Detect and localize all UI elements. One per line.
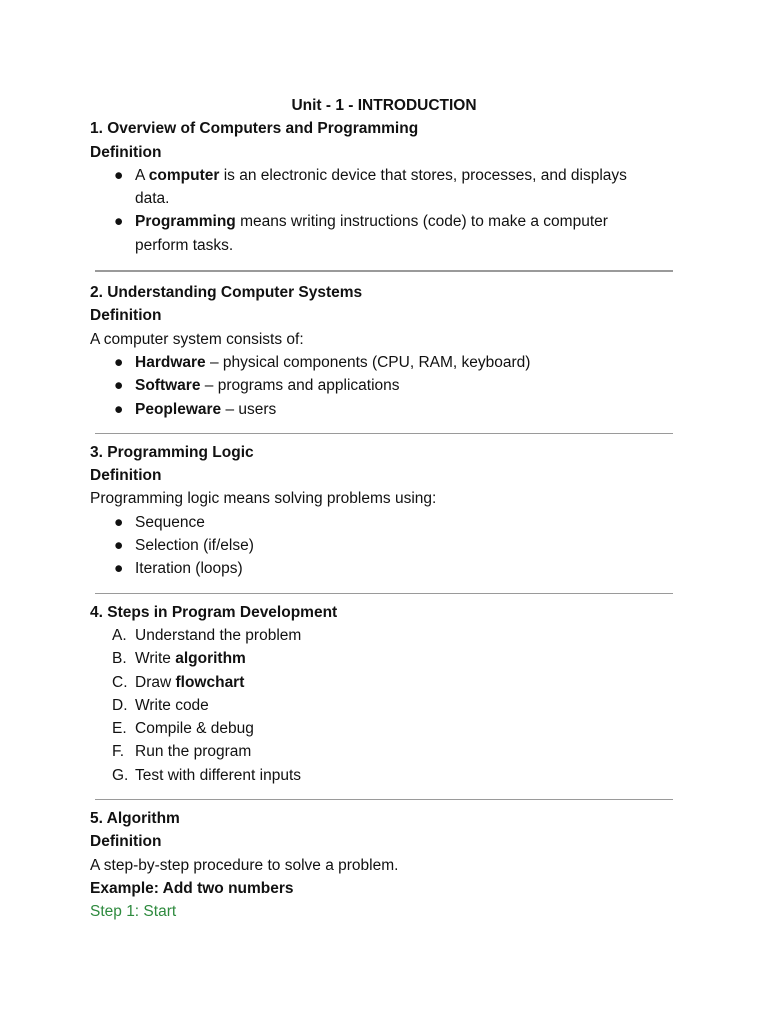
section-5-example-label: Example: Add two numbers	[90, 879, 294, 897]
section-5-definition-label: Definition	[90, 833, 162, 851]
step-item: D. Write code	[112, 696, 209, 714]
list-item-continuation: data.	[135, 190, 170, 208]
list-item: ● A computer is an electronic device that stores, processes, and displays	[90, 164, 680, 187]
section-divider	[95, 593, 673, 594]
list-item: ● Selection (if/else)	[90, 534, 680, 557]
step-item: F. Run the program	[112, 743, 252, 761]
step-item: C. Draw flowchart	[112, 673, 245, 691]
section-divider	[95, 433, 673, 434]
section-1-definition-label: Definition	[90, 143, 162, 161]
bullet-icon: ●	[114, 353, 124, 371]
section-3-definition-label: Definition	[90, 467, 162, 485]
bullet-icon: ●	[114, 377, 124, 395]
step-item: A. Understand the problem	[112, 626, 302, 644]
section-divider	[95, 270, 673, 272]
section-5-heading: 5. Algorithm	[90, 810, 180, 828]
list-item: ● Programming means writing instructions (code) to make a computer	[90, 210, 680, 233]
list-item: ● Software – programs and applications	[90, 374, 680, 397]
bullet-icon: ●	[114, 537, 124, 555]
step-item: B. Write algorithm	[112, 650, 246, 668]
document-page	[90, 94, 680, 924]
section-2-definition-label: Definition	[90, 307, 162, 325]
step-item: G. Test with different inputs	[112, 766, 301, 784]
bullet-icon: ●	[114, 213, 124, 231]
section-5-definition-text: A step-by-step procedure to solve a problem.	[90, 856, 399, 874]
section-2-heading: 2. Understanding Computer Systems	[90, 284, 363, 302]
list-item: ● Hardware – physical components (CPU, RAM, keyboard)	[90, 351, 680, 374]
algorithm-step-1: Step 1: Start	[90, 903, 177, 921]
section-3-intro: Programming logic means solving problems using:	[90, 490, 437, 508]
bullet-icon: ●	[114, 560, 124, 578]
list-item-continuation: perform tasks.	[135, 236, 234, 254]
page-title: Unit - 1 - INTRODUCTION	[291, 97, 477, 114]
bullet-icon: ●	[114, 166, 124, 184]
bullet-icon: ●	[114, 400, 124, 418]
list-item: ● Iteration (loops)	[90, 557, 680, 580]
section-3-heading: 3. Programming Logic	[90, 443, 254, 461]
step-item: E. Compile & debug	[112, 720, 254, 738]
section-divider	[95, 799, 673, 800]
list-item: ● Peopleware – users	[90, 398, 680, 421]
list-item: ● Sequence	[90, 511, 680, 534]
section-4-heading: 4. Steps in Program Development	[90, 603, 338, 621]
section-2-intro: A computer system consists of:	[90, 330, 304, 348]
bullet-icon: ●	[114, 513, 124, 531]
section-1-heading: 1. Overview of Computers and Programming	[90, 120, 419, 138]
